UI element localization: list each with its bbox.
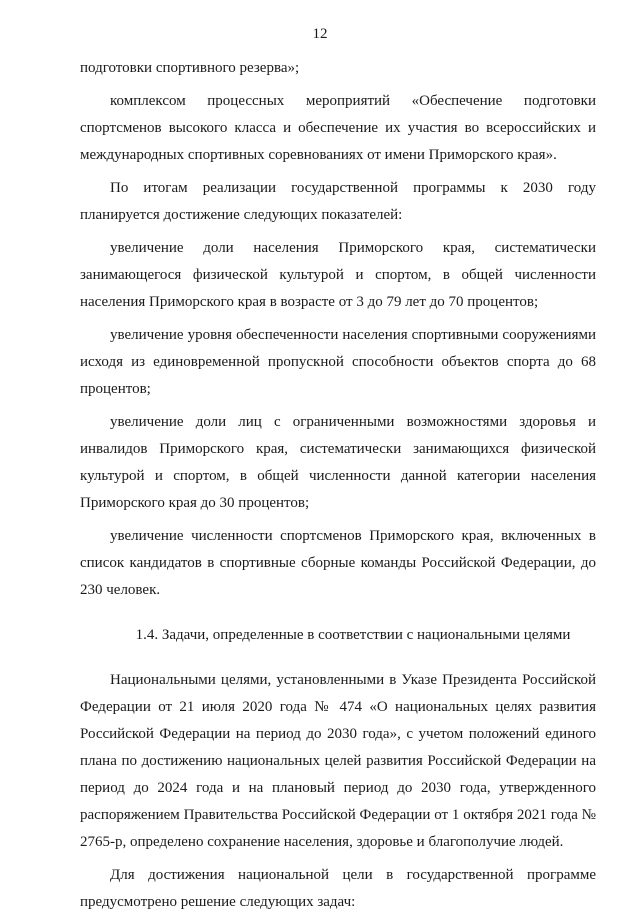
- paragraph-indicator-population-share: увеличение доли населения Приморского края, систематически занимающегося физической культурой и спортом, в общей численности населения Приморского края в возрасте от 3 до 79 лет до 70 процентов;: [80, 240, 596, 310]
- paragraph-indicator-athletes: увеличение численности спортсменов Приморского края, включенных в список кандидатов в спортивные сборные команды Российской Федерации, до 230 человек.: [80, 528, 596, 598]
- page-number: 12: [312, 26, 328, 42]
- paragraph-process-measures: комплексом процессных мероприятий «Обеспечение подготовки спортсменов высокого класса и обеспечение их участия во всероссийских и международных спортивных соревнованиях от имени Приморского края».: [80, 93, 596, 163]
- paragraph-national-goals: Национальными целями, установленными в Указе Президента Российской Федерации от 21 июля 2020 года № 474 «О национальных целях развития Российской Федерации на период до 2030 года», с учетом положений единого плана по достижению национальных целей развития Российской Федерации на период до 2024 года и на плановый период до 2030 года, утвержденного распоряжением Правительства Российской Федерации от 1 октября 2021 года № 2765-р, определено сохранение населения, здоровье и благополучие людей.: [80, 672, 596, 850]
- paragraph-results-intro: По итогам реализации государственной программы к 2030 году планируется достижение следующих показателей:: [80, 180, 596, 223]
- paragraph-tasks-intro: Для достижения национальной цели в государственной программе предусмотрено решение следующих задач:: [80, 867, 596, 910]
- section-heading: 1.4. Задачи, определенные в соответствии с национальными целями: [135, 627, 571, 643]
- document-body: [80, 55, 596, 922]
- paragraph-indicator-facilities: увеличение уровня обеспеченности населения спортивными сооружениями исходя из единовременной пропускной способности объектов спорта до 68 процентов;: [80, 327, 596, 397]
- paragraph-indicator-disabled-share: увеличение доли лиц с ограниченными возможностями здоровья и инвалидов Приморского края, систематически занимающихся физической культурой и спортом, в общей численности данной категории населения Приморского края до 30 процентов;: [80, 414, 596, 511]
- paragraph-continuation: подготовки спортивного резерва»;: [80, 60, 300, 76]
